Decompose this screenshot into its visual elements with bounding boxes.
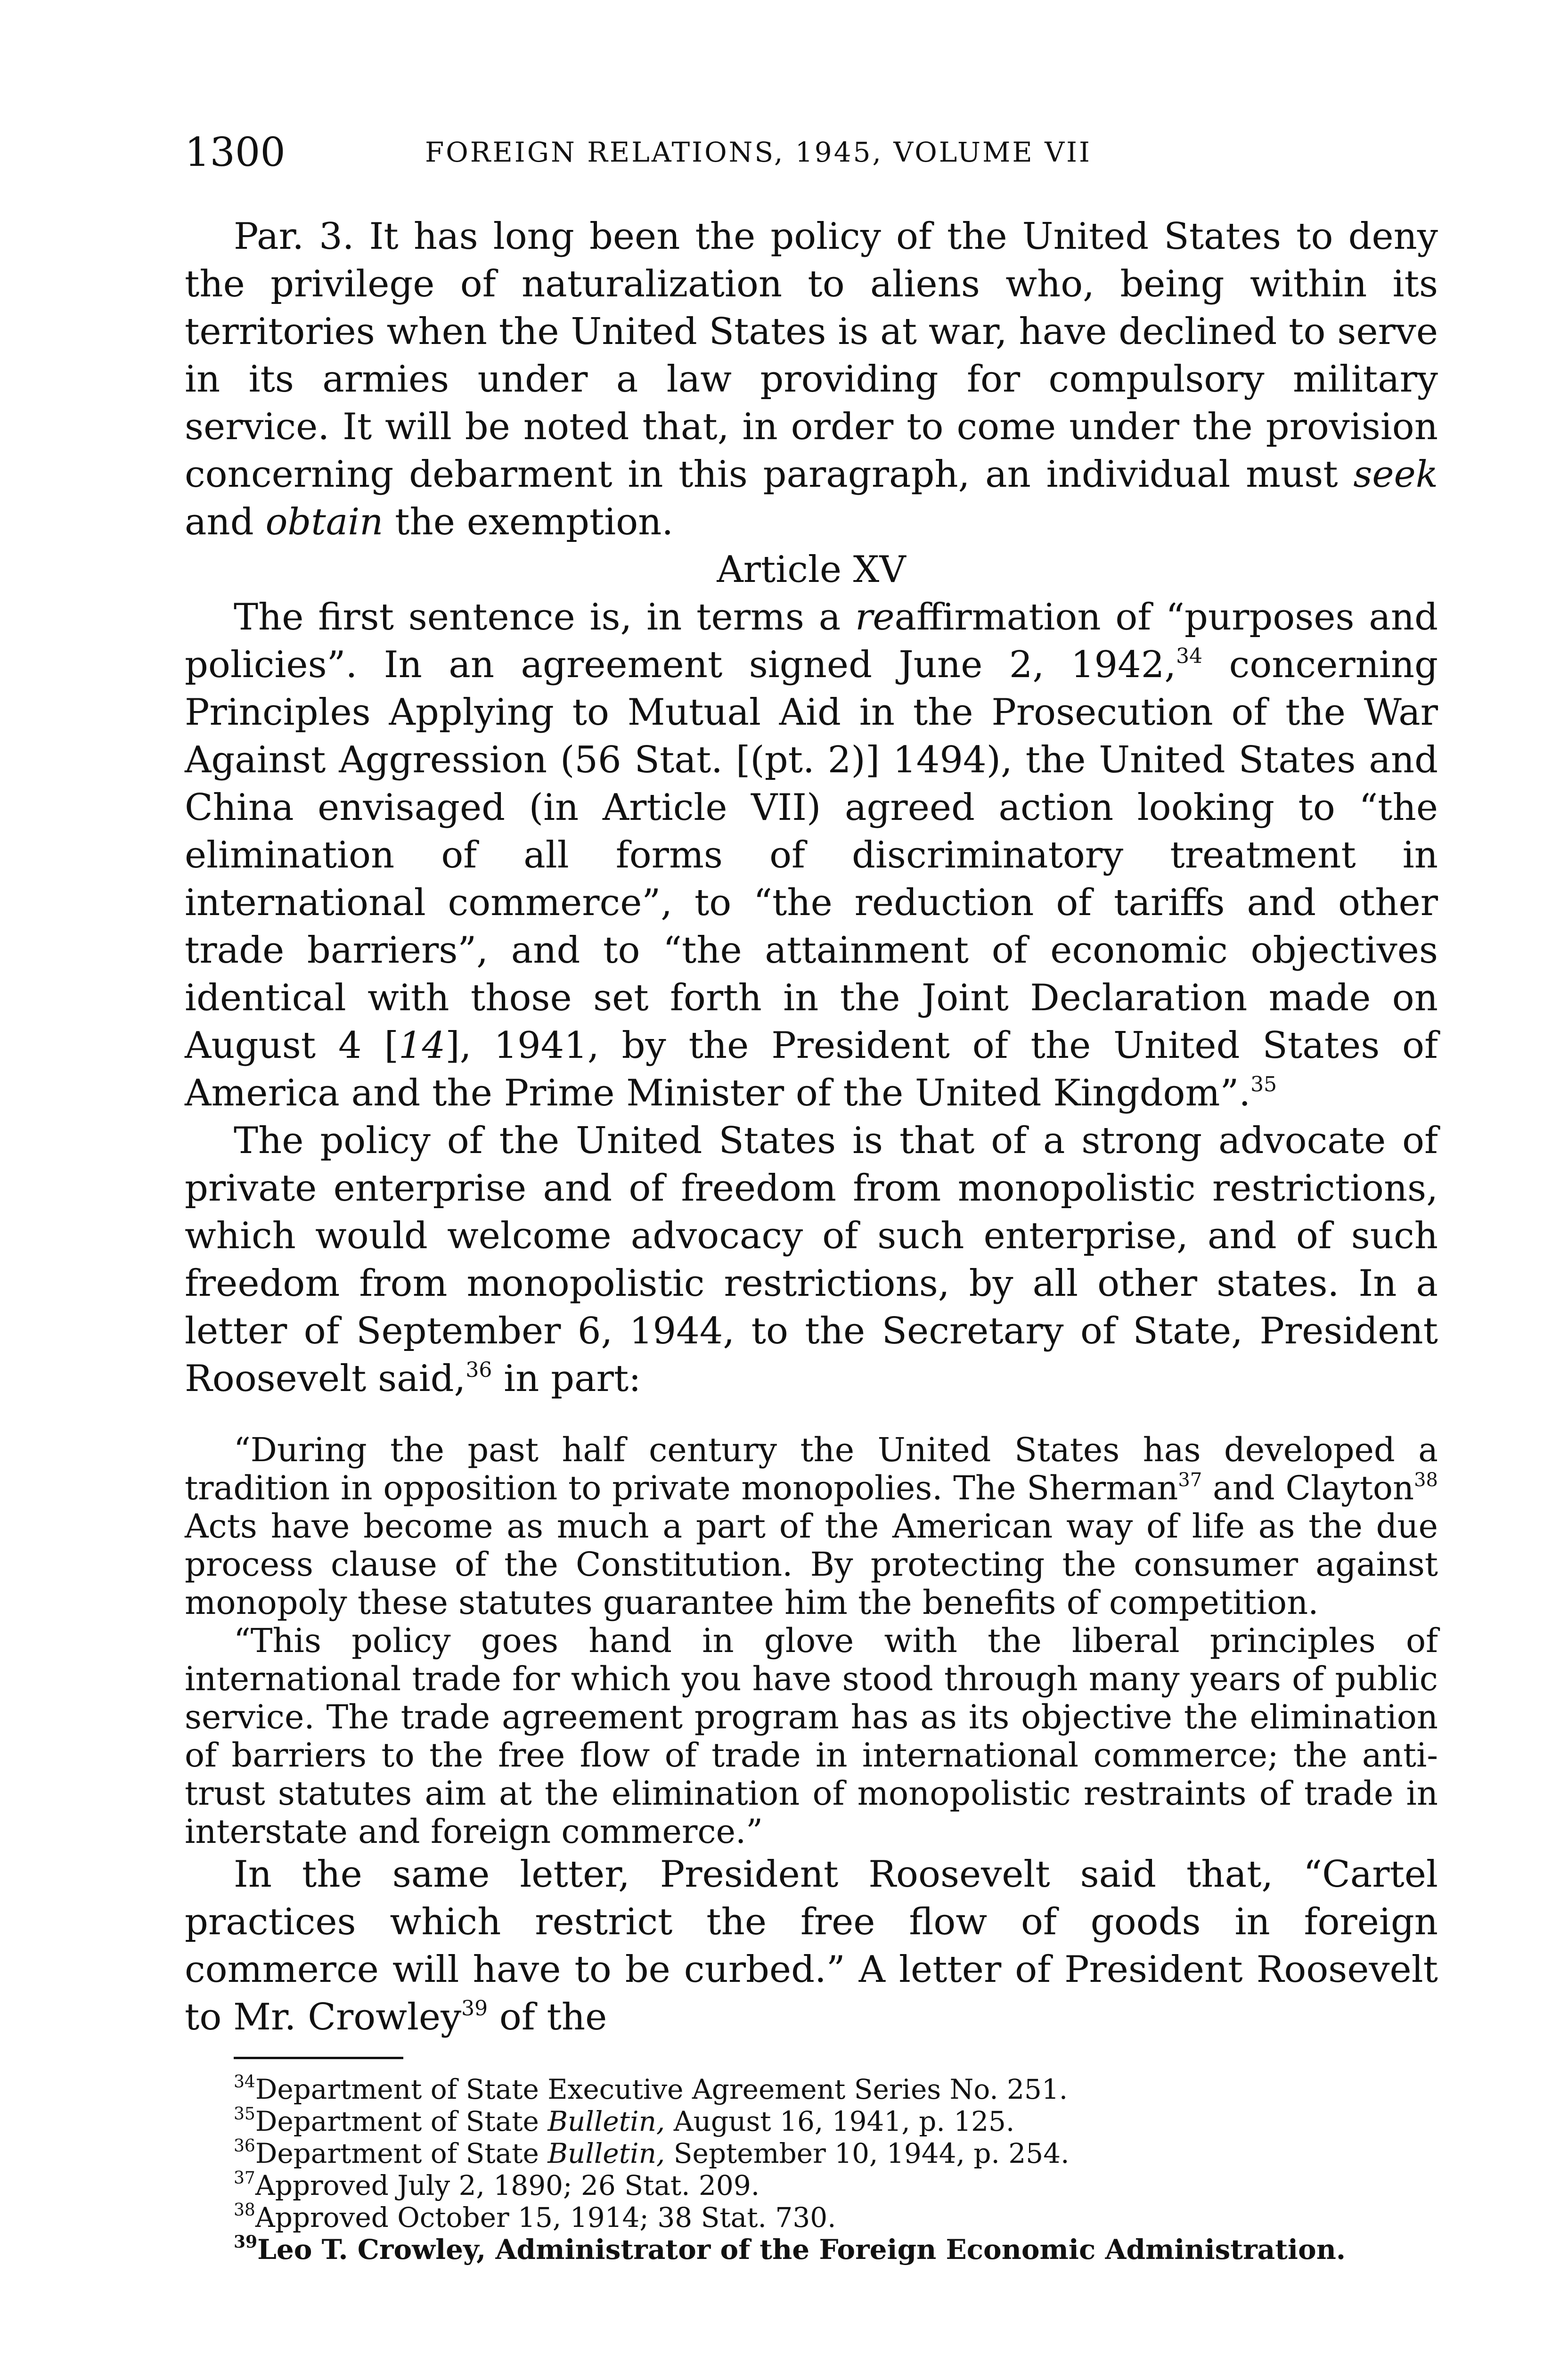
body-text (185, 213, 1438, 2041)
footnote-number: 39 (234, 2232, 258, 2252)
footnote-39 (234, 2233, 1440, 2266)
footnote-36 (234, 2137, 1440, 2169)
italic-seek: seek (1353, 453, 1438, 496)
paragraph-article-xv-3 (185, 1851, 1438, 2041)
footnote-ref-34[interactable]: 34 (1176, 644, 1203, 668)
running-head: FOREIGN RELATIONS, 1945, VOLUME VII (425, 136, 1092, 168)
article-xv-text: concerning Principles Applying to Mutual Aid in the Prosecution of the War Against Aggression (56 Stat. [(pt. 2)] 1494), the United States and China envisaged (in Article VII) agreed action looking to “the elimination of all forms of discriminatory treatment in international commerce”, to “the reduction of tariffs and other trade barriers”, and to “the attainment of economic objectives identical with those set forth in the Joint Declaration made on August 4 [ (185, 644, 1438, 1067)
footnote-ref-35[interactable]: 35 (1250, 1072, 1277, 1096)
footnote-divider (234, 2057, 403, 2059)
quote-text: and Clayton (1202, 1469, 1414, 1507)
paragraph-article-xv-2 (185, 1117, 1438, 1403)
quote-text: Acts have become as much a part of the American way of life as the due process clause of the Constitution. By protecting the consumer against monopoly these statutes guarantee him the benefits of competition. (185, 1507, 1438, 1622)
par3-text: the exemption. (383, 501, 674, 543)
quote-paragraph-2: “This policy goes hand in glove with the liberal principles of international trade for which you have stood through many years of public service. The trade agreement program has as its objective the elimination of barriers to the free flow of trade in international commerce; the anti-trust statutes aim at the elimination of monopolistic restraints of trade in interstate and foreign commerce.” (185, 1621, 1438, 1851)
par3-text: and (185, 501, 266, 543)
footnote-text: Approved July 2, 1890; 26 Stat. 209. (255, 2169, 760, 2201)
footnote-text: Leo T. Crowley, Administrator of the Foreign Economic Administration. (257, 2233, 1346, 2266)
block-quote (185, 1431, 1438, 1851)
footnote-ref-38[interactable]: 38 (1414, 1469, 1438, 1491)
article-xv-text: affirmation of “purposes and policies”. In an agreement signed June 2, 1942, (185, 596, 1438, 686)
footnote-number: 36 (234, 2136, 255, 2156)
footnote-text: Department of State (255, 2105, 548, 2137)
footnote-ref-39[interactable]: 39 (461, 1996, 488, 2021)
article-heading: Article XV (717, 548, 906, 591)
footnote-text: September 10, 1944, p. 254. (665, 2137, 1070, 2169)
quote-paragraph-1 (185, 1431, 1438, 1622)
footnote-number: 37 (234, 2168, 255, 2188)
footnote-37 (234, 2169, 1440, 2201)
footnote-ref-36[interactable]: 36 (466, 1358, 492, 1382)
quote-text: “During the past half century the United States has developed a tradition in opposition to private monopolies. The Sherman (185, 1431, 1438, 1507)
footnote-text: Department of State (255, 2137, 548, 2169)
italic-obtain: obtain (265, 501, 384, 543)
par3-text: Par. 3. It has long been the policy of the United States to deny the privilege of naturalization to aliens who, being within its territories when the United States is at war, have declined to serve in its armies under a law providing for compulsory military service. It will be noted that, in order to come under the provision concerning debarment in this paragraph, an individual must (185, 215, 1438, 496)
footnote-italic-title: Bulletin, (547, 2105, 665, 2137)
article-xv-text: of the (488, 1996, 607, 2038)
article-xv-text: ], 1941, by the President of the United States of America and the Prime Minister of the United Kingdom”. (185, 1024, 1438, 1114)
footnote-text: August 16, 1941, p. 125. (665, 2105, 1015, 2137)
footnote-text: Approved October 15, 1914; 38 Stat. 730. (255, 2201, 836, 2233)
footnote-34 (234, 2073, 1440, 2105)
article-xv-text: In the same letter, President Roosevelt said that, “Cartel practices which restrict the free flow of goods in foreign commerce will have to be curbed.” A letter of President Roosevelt to Mr. Crowley (185, 1853, 1438, 2038)
footnote-ref-37[interactable]: 37 (1178, 1469, 1202, 1491)
paragraph-article-xv-1 (185, 594, 1438, 1117)
footnote-35 (234, 2105, 1440, 2137)
footnote-text: Department of State Executive Agreement Series No. 251. (255, 2073, 1068, 2105)
footnote-italic-title: Bulletin, (547, 2137, 665, 2169)
italic-date-14: 14 (399, 1024, 446, 1067)
footnote-38 (234, 2201, 1440, 2233)
article-xv-text: in part: (492, 1358, 641, 1400)
article-xv-text: The policy of the United States is that of a strong advocate of private enterprise and of freedom from monopolistic restrictions, which would welcome advocacy of such enterprise, and of such freedom from monopolistic restrictions, by all other states. In a letter of September 6, 1944, to the Secretary of State, President Roosevelt said, (185, 1120, 1438, 1400)
italic-re: re (855, 596, 895, 638)
page-number: 1300 (185, 129, 286, 175)
article-xv-text: The first sentence is, in terms a (234, 596, 856, 638)
page-header (185, 126, 1438, 178)
footnote-number: 35 (234, 2104, 255, 2124)
paragraph-par-3 (185, 213, 1438, 546)
footnote-number: 38 (234, 2201, 255, 2220)
footnote-number: 34 (234, 2072, 255, 2092)
footnotes (234, 2073, 1440, 2266)
